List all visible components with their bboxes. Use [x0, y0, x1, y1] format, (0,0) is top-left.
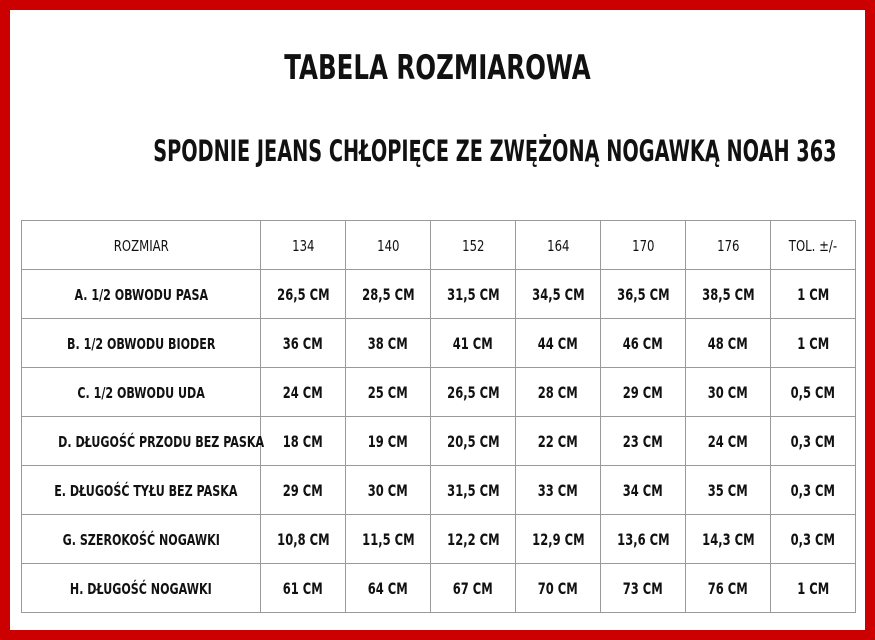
table-row — [22, 417, 856, 466]
measurement-value: 0,3 CM — [790, 529, 836, 549]
measurement-value: 0,3 CM — [790, 480, 836, 500]
measurement-value-cell — [771, 515, 856, 564]
measurement-value-cell — [346, 417, 431, 466]
measurement-value-cell — [261, 515, 346, 564]
measurement-value: 76 CM — [708, 578, 748, 598]
measurement-value: 0,3 CM — [790, 431, 836, 451]
measurement-label-cell — [22, 319, 261, 368]
measurement-value: 44 CM — [538, 333, 578, 353]
measurement-value-cell — [771, 319, 856, 368]
measurement-value-cell — [601, 466, 686, 515]
measurement-value-cell — [686, 319, 771, 368]
measurement-value-cell — [516, 319, 601, 368]
measurement-value: 30 CM — [368, 480, 408, 500]
measurement-label-cell — [22, 368, 261, 417]
measurement-value-cell — [516, 466, 601, 515]
measurement-value: 12,2 CM — [446, 529, 500, 549]
measurement-value: 64 CM — [368, 578, 408, 598]
table-row — [22, 515, 856, 564]
measurement-value: 26,5 CM — [446, 382, 500, 402]
measurement-label-cell — [22, 417, 265, 466]
measurement-value: 28 CM — [538, 382, 578, 402]
header-cell: 164 — [516, 221, 601, 270]
measurement-value: 70 CM — [538, 578, 578, 598]
measurement-value-cell — [601, 368, 686, 417]
measurement-value-cell — [771, 564, 856, 613]
measurement-value-cell — [601, 515, 686, 564]
measurement-value: 25 CM — [368, 382, 408, 402]
measurement-value: 35 CM — [708, 480, 748, 500]
measurement-value: 33 CM — [538, 480, 578, 500]
measurement-value: 73 CM — [623, 578, 663, 598]
measurement-value: 14,3 CM — [701, 529, 755, 549]
measurement-label: H. DŁUGOŚĆ NOGAWKI — [70, 579, 212, 598]
measurement-value: 29 CM — [623, 382, 663, 402]
measurement-value-cell — [686, 417, 771, 466]
measurement-label: C. 1/2 OBWODU UDA — [77, 383, 205, 402]
header-cell: 152 — [431, 221, 516, 270]
measurement-label: A. 1/2 OBWODU PASA — [74, 285, 208, 304]
measurement-value: 34 CM — [623, 480, 663, 500]
measurement-value-cell — [516, 515, 601, 564]
measurement-value: 31,5 CM — [446, 480, 500, 500]
measurement-value-cell — [686, 466, 771, 515]
product-name: SPODNIE JEANS CHŁOPIĘCE ZE ZWĘŻONĄ NOGAWKĄ NOAH 363 — [153, 134, 837, 168]
measurement-value-cell — [601, 319, 686, 368]
measurement-value: 28,5 CM — [361, 284, 415, 304]
measurement-value-cell — [771, 466, 856, 515]
measurement-value-cell — [516, 368, 601, 417]
measurement-label-cell — [22, 466, 261, 515]
measurement-label: G. SZEROKOŚĆ NOGAWKI — [62, 530, 220, 549]
measurement-value-cell — [601, 417, 686, 466]
measurement-value-cell — [431, 270, 516, 319]
measurement-value-cell — [261, 564, 346, 613]
measurement-value-cell — [516, 564, 601, 613]
measurement-value: 23 CM — [623, 431, 663, 451]
measurement-label-cell — [22, 515, 261, 564]
measurement-label: D. DŁUGOŚĆ PRZODU BEZ PASKA — [58, 432, 265, 451]
measurement-value-cell — [431, 515, 516, 564]
measurement-value: 0,5 CM — [790, 382, 836, 402]
measurement-value-cell — [346, 564, 431, 613]
measurement-value: 12,9 CM — [531, 529, 585, 549]
measurement-value-cell — [516, 417, 601, 466]
measurement-value-cell — [686, 368, 771, 417]
measurement-value-cell — [346, 319, 431, 368]
header-cell: TOL. ±/- — [771, 221, 856, 270]
measurement-value-cell — [261, 368, 346, 417]
page-title: TABELA ROZMIAROWA — [284, 48, 591, 88]
measurement-value: 1 CM — [797, 333, 829, 353]
measurement-value: 38 CM — [368, 333, 408, 353]
measurement-value: 11,5 CM — [361, 529, 415, 549]
measurement-value-cell — [261, 417, 346, 466]
measurement-value-cell — [346, 270, 431, 319]
measurement-value-cell — [431, 564, 516, 613]
measurement-value-cell — [431, 368, 516, 417]
measurement-value: 24 CM — [708, 431, 748, 451]
measurement-value: 31,5 CM — [446, 284, 500, 304]
measurement-value: 36 CM — [283, 333, 323, 353]
measurement-value-cell — [431, 319, 516, 368]
measurement-value: 34,5 CM — [531, 284, 585, 304]
measurement-value: 41 CM — [453, 333, 493, 353]
measurement-value-cell — [686, 564, 771, 613]
measurement-value-cell — [686, 515, 771, 564]
measurement-value-cell — [261, 466, 346, 515]
measurement-label-cell — [22, 270, 261, 319]
measurement-value-cell — [346, 466, 431, 515]
measurement-value-cell — [601, 564, 686, 613]
measurement-value-cell — [686, 270, 771, 319]
header-cell: 134 — [261, 221, 346, 270]
measurement-value: 24 CM — [283, 382, 323, 402]
measurement-value: 36,5 CM — [616, 284, 670, 304]
measurement-label: B. 1/2 OBWODU BIODER — [66, 334, 216, 353]
table-row — [22, 368, 856, 417]
measurement-value-cell — [601, 270, 686, 319]
measurement-value: 61 CM — [283, 578, 323, 598]
table-row — [22, 466, 856, 515]
measurement-value: 30 CM — [708, 382, 748, 402]
measurement-value: 20,5 CM — [446, 431, 500, 451]
measurement-value-cell — [346, 368, 431, 417]
measurement-value: 19 CM — [368, 431, 408, 451]
measurement-value: 48 CM — [708, 333, 748, 353]
measurement-value: 18 CM — [283, 431, 323, 451]
measurement-value: 22 CM — [538, 431, 578, 451]
measurement-value-cell — [431, 417, 516, 466]
header-cell: 170 — [601, 221, 686, 270]
measurement-value-cell — [261, 319, 346, 368]
header-cell: 176 — [686, 221, 771, 270]
measurement-value: 38,5 CM — [701, 284, 755, 304]
measurement-value: 26,5 CM — [276, 284, 330, 304]
measurement-value-cell — [516, 270, 601, 319]
measurement-label: E. DŁUGOŚĆ TYŁU BEZ PASKA — [54, 481, 238, 500]
measurement-value-cell — [346, 515, 431, 564]
table-row — [22, 270, 856, 319]
measurement-value: 1 CM — [797, 284, 829, 304]
measurement-value: 10,8 CM — [276, 529, 330, 549]
header-cell: 140 — [346, 221, 431, 270]
measurement-label-cell — [22, 564, 261, 613]
measurement-value: 67 CM — [453, 578, 493, 598]
table-row — [22, 319, 856, 368]
measurement-value: 13,6 CM — [616, 529, 670, 549]
measurement-value-cell — [771, 270, 856, 319]
size-chart-table — [21, 220, 856, 613]
measurement-value-cell — [261, 270, 346, 319]
measurement-value: 29 CM — [283, 480, 323, 500]
table-header-row — [22, 221, 856, 270]
measurement-value-cell — [431, 466, 516, 515]
measurement-value-cell — [771, 368, 856, 417]
table-row — [22, 564, 856, 613]
header-cell: ROZMIAR — [22, 221, 261, 270]
measurement-value-cell — [771, 417, 856, 466]
measurement-value: 1 CM — [797, 578, 829, 598]
measurement-value: 46 CM — [623, 333, 663, 353]
